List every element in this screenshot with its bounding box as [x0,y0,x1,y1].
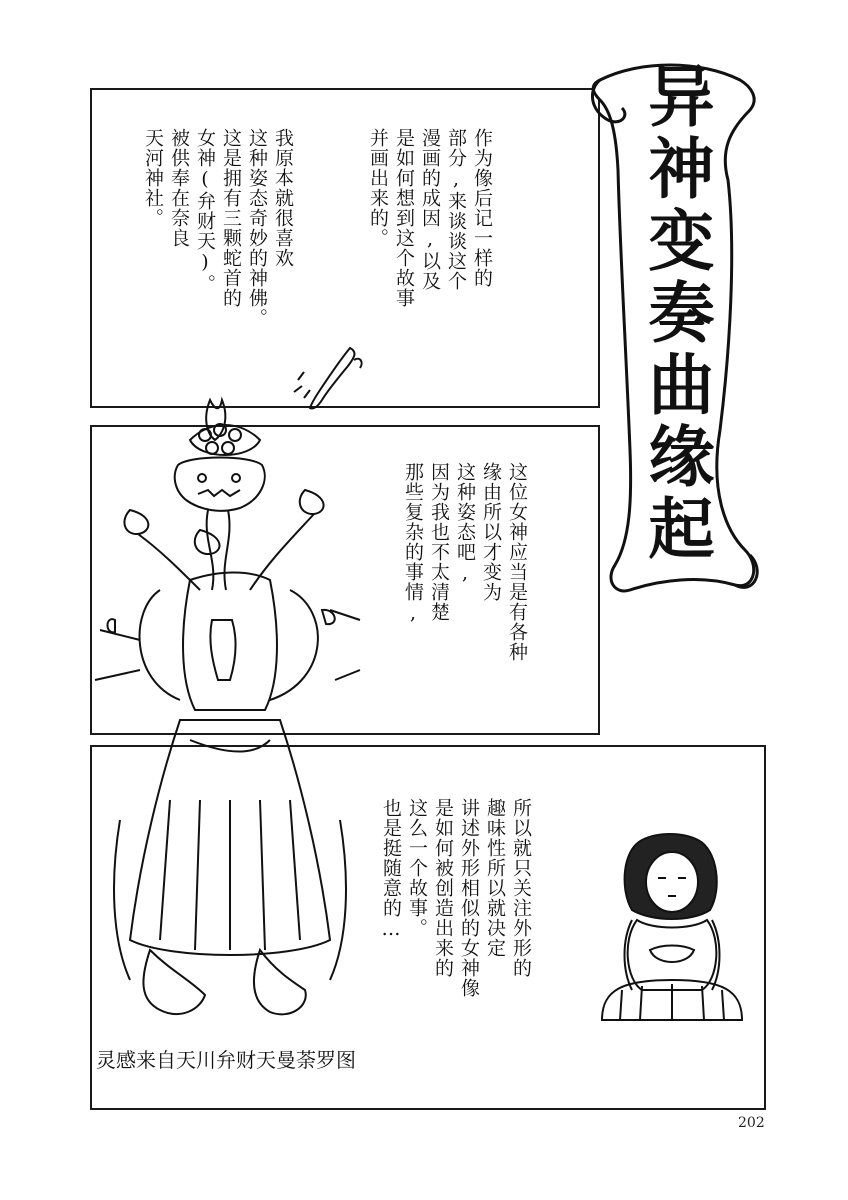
panel1-text-left: 我原本就很喜欢 这种姿态奇妙的神佛。 这是拥有三颗蛇首的 女神(弁财天)。 被供奉在奈良 天河神社。 [142,128,294,328]
panel3-text: 所以就只关注外形的 趣味性所以就决定 讲述外形相似的女神像 是如何被创造出来的 这么一个故事。 也是挺随意的… [380,798,532,998]
panel2-text: 这位女神应当是有各种 缘由所以才变为 这种姿态吧, 因为我也不太清楚 那些复杂的事情, [402,462,528,662]
page-title: 异神变奏曲缘起 [637,62,714,566]
panel1-text-right: 作为像后记一样的 部分,来谈谈这个 漫画的成因,以及 是如何想到这个故事 并画出来的。 [367,128,493,308]
seated-girl-illustration [592,830,752,1030]
page-number: 202 [738,1115,765,1131]
caption: 灵感来自天川弁财天曼荼罗图 [96,1048,356,1072]
goddess-illustration [90,380,370,1040]
